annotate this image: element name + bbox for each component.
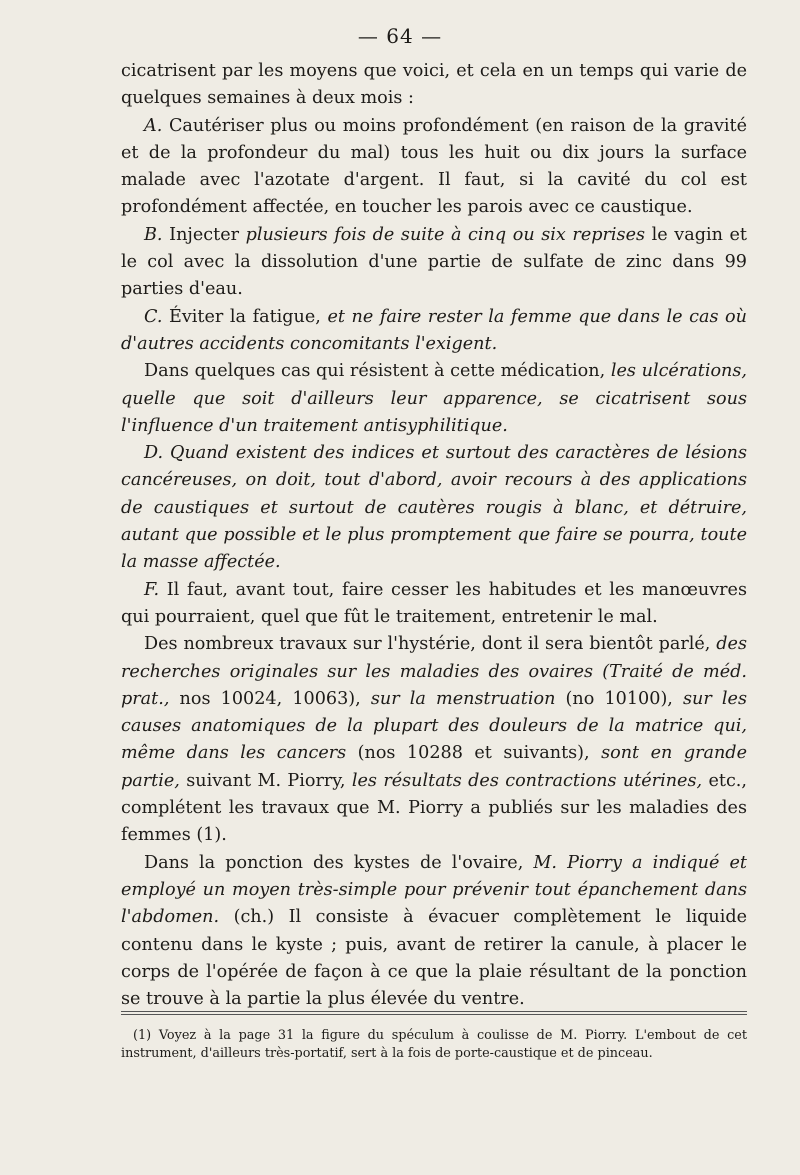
text-segment-italic: Quand existent des indices et surtout des caractères de lésions cancéreuses, on doit, tout d'abord, avoir recours à des applications de caustiques et surtout de cautères rougis à blanc, et détruire, autant que possible et le plus promptement que faire se pourra, toute la masse affectée. [121, 443, 747, 573]
text-segment: (nos 10288 et suivants), [346, 743, 602, 764]
paragraph-f [121, 577, 747, 632]
paragraph-lead: F. [144, 579, 160, 600]
text-segment-italic: des recherches originales sur les maladies des ovaires (Traité de méd. prat., [121, 634, 747, 709]
paragraph-lead: A. [144, 115, 163, 136]
text-segment: Injecter [162, 224, 246, 245]
paragraph-intro [121, 58, 747, 113]
text-segment: (ch.) Il consiste à évacuer complètement le liquide contenu dans le kyste ; puis, avant de retirer la canule, à placer le corps de l'opérée de façon à ce que la plaie résultant de la ponction se trouve à la partie la plus élevée du ventre. [121, 907, 747, 1010]
text-segment: le vagin et le col avec la dissolution d'une partie de sulfate de zinc dans 99 parties d'eau. [121, 224, 747, 300]
text-segment: etc., complétent les travaux que M. Piorry a publiés sur les maladies des femmes (1). [121, 770, 747, 846]
text-segment-italic: sur les causes anatomiques de la plupart des douleurs de la matrice qui, même dans les cancers [121, 688, 747, 764]
paragraph-c [121, 304, 747, 359]
text-segment-italic: sont en grande partie, [121, 743, 747, 791]
text-segment: Des nombreux travaux sur l'hystérie, dont il sera bientôt parlé, [144, 634, 717, 655]
paragraph-lead: C. [144, 306, 163, 327]
text-segment: Dans quelques cas qui résistent à cette médication, [144, 361, 611, 382]
paragraph-d [121, 440, 747, 576]
text-segment: (no 10100), [555, 688, 684, 709]
paragraph-works [121, 631, 747, 849]
text-segment-italic: les ulcérations, quelle que soit d'ailleurs leur apparence, se cicatrisent sous l'influence d'un traitement antisyphilitique. [121, 361, 747, 436]
footnote-rule-second [121, 1014, 747, 1015]
text-segment: Éviter la fatigue, [162, 306, 328, 327]
text-segment: Dans la ponction des kystes de l'ovaire, [144, 852, 534, 873]
paragraph-resistance [121, 358, 747, 440]
footnote: (1) Voyez à la page 31 la figure du spéculum à coulisse de M. Piorry. L'embout de cet instrument, d'ailleurs très-portatif, sert à la fois de porte-caustique et de pinceau. [121, 1028, 747, 1061]
paragraph-b [121, 222, 747, 304]
paragraph-lead: D. [144, 443, 164, 464]
body-text [121, 58, 747, 1013]
paragraph-lead: B. [144, 224, 163, 245]
text-segment-italic: les résultats des contractions utérines, [351, 770, 703, 791]
footnote-rule [121, 1011, 747, 1012]
text-segment-italic: sur la menstruation [370, 688, 556, 709]
paragraph-ovarian-cysts [121, 850, 747, 1014]
text-segment-italic: M. Piorry a indiqué et employé un moyen très-simple pour prévenir tout épanchement dans l'abdomen. [121, 852, 747, 928]
paragraph-a [121, 113, 747, 222]
text-segment: Cautériser plus ou moins profondément (en raison de la gravité et de la profondeur du mal) tous les huit ou dix jours la surface malade avec l'azotate d'argent. Il faut, si la cavité du col est profondément affectée, en toucher les parois avec ce caustique. [121, 115, 747, 218]
text-segment-italic: plusieurs fois de suite à cinq ou six reprises [245, 224, 646, 245]
text-segment: nos 10024, 10063), [169, 688, 371, 709]
text-segment: cicatrisent par les moyens que voici, et cela en un temps qui varie de quelques semaines à deux mois : [121, 61, 747, 109]
text-segment: Il faut, avant tout, faire cesser les habitudes et les manœuvres qui pourraient, quel que fût le traitement, entretenir le mal. [121, 579, 747, 627]
text-segment-italic: et ne faire rester la femme que dans le cas où d'autres accidents concomitants l'exigent. [121, 306, 747, 354]
page-number: — 64 — [357, 24, 443, 48]
text-segment: suivant M. Piorry, [179, 770, 352, 791]
